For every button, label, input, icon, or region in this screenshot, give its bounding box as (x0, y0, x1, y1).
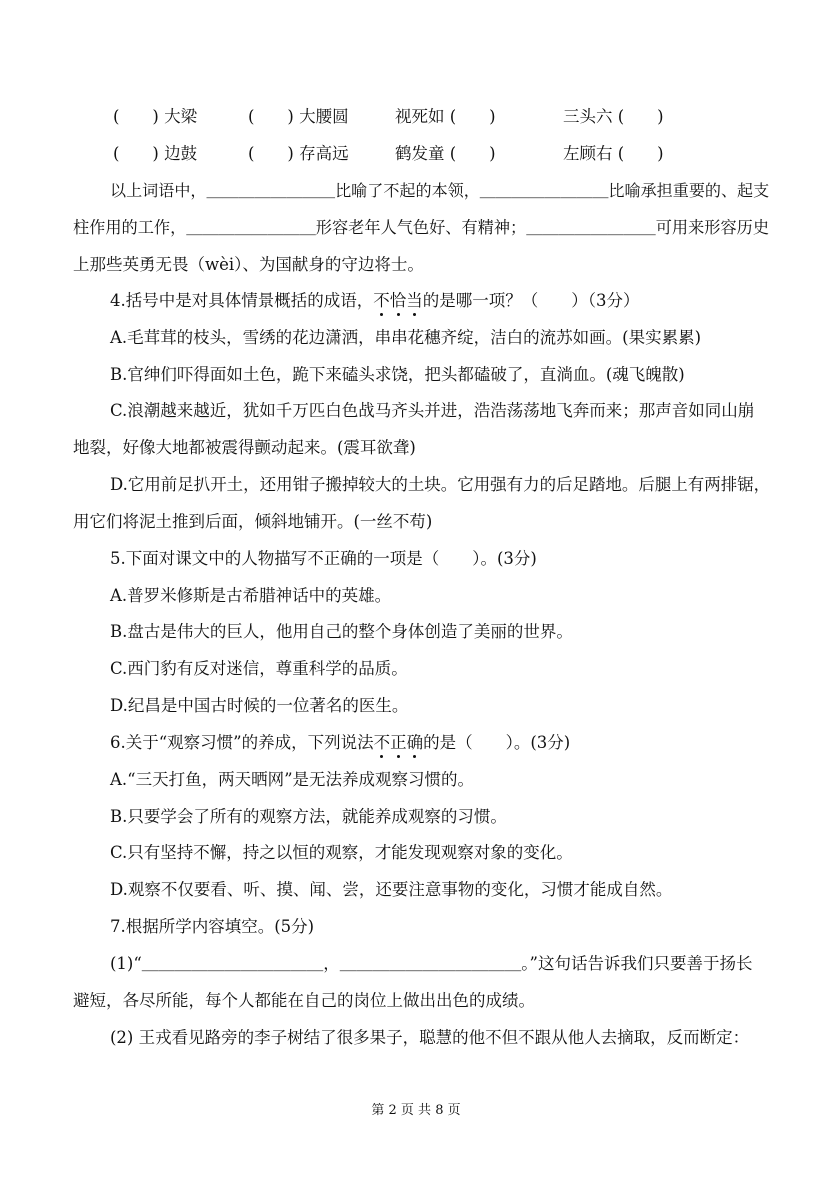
vocab-item: 左顾右 ( ) (563, 144, 664, 163)
vocab-item: ( ) 存高远 (248, 144, 349, 163)
vocab-item: 鹤发童 ( ) (395, 144, 496, 163)
question-6-option-c: C.只有坚持不懈，持之以恒的观察，才能发现观察对象的变化。 (110, 843, 573, 862)
fill-text-line: 柱作用的工作，＿＿＿＿＿＿＿＿形容老年人气色好、有精神；＿＿＿＿＿＿＿＿可用来形容历史 (73, 218, 770, 237)
question-4-option-b: B.官绅们吓得面如土色，跪下来磕头求饶，把头都磕破了，直淌血。(魂飞魄散) (110, 365, 685, 384)
question-7-part-1: (1)“＿＿＿＿＿＿＿＿＿＿＿，＿＿＿＿＿＿＿＿＿＿＿。”这句话告诉我们只要善于扬长 (110, 954, 753, 973)
emphasis-char: 确 (406, 733, 424, 752)
question-7-part-1-cont: 避短，各尽所能，每个人都能在自己的岗位上做出出色的成绩。 (73, 991, 535, 1010)
question-6-stem: 6.关于“观察习惯”的养成，下列说法不正确的是（ ）。(3分) (110, 733, 571, 752)
question-5-option-a: A.普罗米修斯是古希腊神话中的英雄。 (110, 586, 392, 605)
emphasis-char: 不 (373, 291, 390, 310)
question-6-option-a: A.“三天打鱼，两天晒网”是无法养成观察习惯的。 (110, 770, 475, 789)
question-4-option-a: A.毛茸茸的枝头，雪绣的花边潇洒，串串花穗齐绽，洁白的流苏如画。(果实累累) (110, 328, 702, 347)
question-5-stem: 5.下面对课文中的人物描写不正确的一项是（ ）。(3分) (110, 549, 537, 568)
question-6-option-d: D.观察不仅要看、听、摸、闻、尝，还要注意事物的变化，习惯才能成自然。 (110, 880, 673, 899)
question-5-option-d: D.纪昌是中国古时候的一位著名的医生。 (110, 696, 409, 715)
question-4-option-c-cont: 地裂，好像大地都被震得颤动起来。(震耳欲聋) (73, 438, 416, 457)
emphasis-char: 当 (406, 291, 423, 310)
vocab-item: 三头六 ( ) (563, 107, 664, 126)
question-4-stem: 4.括号中是对具体情景概括的成语，不恰当的是哪一项？（ ）（3分） (110, 291, 640, 310)
emphasis-char: 正 (390, 733, 407, 752)
question-5-option-c: C.西门豹有反对迷信，尊重科学的品质。 (110, 659, 408, 678)
vocab-item: 视死如 ( ) (395, 107, 496, 126)
question-4-option-c: C.浪潮越来越近，犹如千万匹白色战马齐头并进，浩浩荡荡地飞奔而来；那声音如同山崩 (110, 401, 755, 420)
question-4-option-d-cont: 用它们将泥土推到后面，倾斜地铺开。(一丝不苟) (73, 512, 433, 531)
fill-text-line: 以上词语中，＿＿＿＿＿＿＿＿比喻了不起的本领，＿＿＿＿＿＿＿＿比喻承担重要的、起支 (110, 181, 770, 200)
question-5-option-b: B.盘古是伟大的巨人，他用自己的整个身体创造了美丽的世界。 (110, 622, 573, 641)
question-7-stem: 7.根据所学内容填空。(5分) (110, 917, 315, 936)
question-7-part-2: (2) 王戎看见路旁的李子树结了很多果子，聪慧的他不但不跟从他人去摘取，反而断定： (110, 1028, 750, 1047)
question-6-option-b: B.只要学会了所有的观察方法，就能养成观察的习惯。 (110, 807, 507, 826)
fill-text-line: 上那些英勇无畏（wèi）、为国献身的守边将士。 (73, 255, 424, 274)
vocab-item: ( ) 大腰圆 (248, 107, 349, 126)
page-footer: 第 2 页 共 8 页 (371, 1103, 461, 1118)
question-4-option-d: D.它用前足扒开土，还用钳子搬掉较大的土块。它用强有力的后足踏地。后腿上有两排锯， (110, 475, 771, 494)
vocab-item: ( ) 大梁 (113, 107, 198, 126)
vocab-item: ( ) 边鼓 (113, 144, 198, 163)
emphasis-char: 恰 (389, 291, 407, 310)
emphasis-char: 不 (373, 733, 391, 752)
